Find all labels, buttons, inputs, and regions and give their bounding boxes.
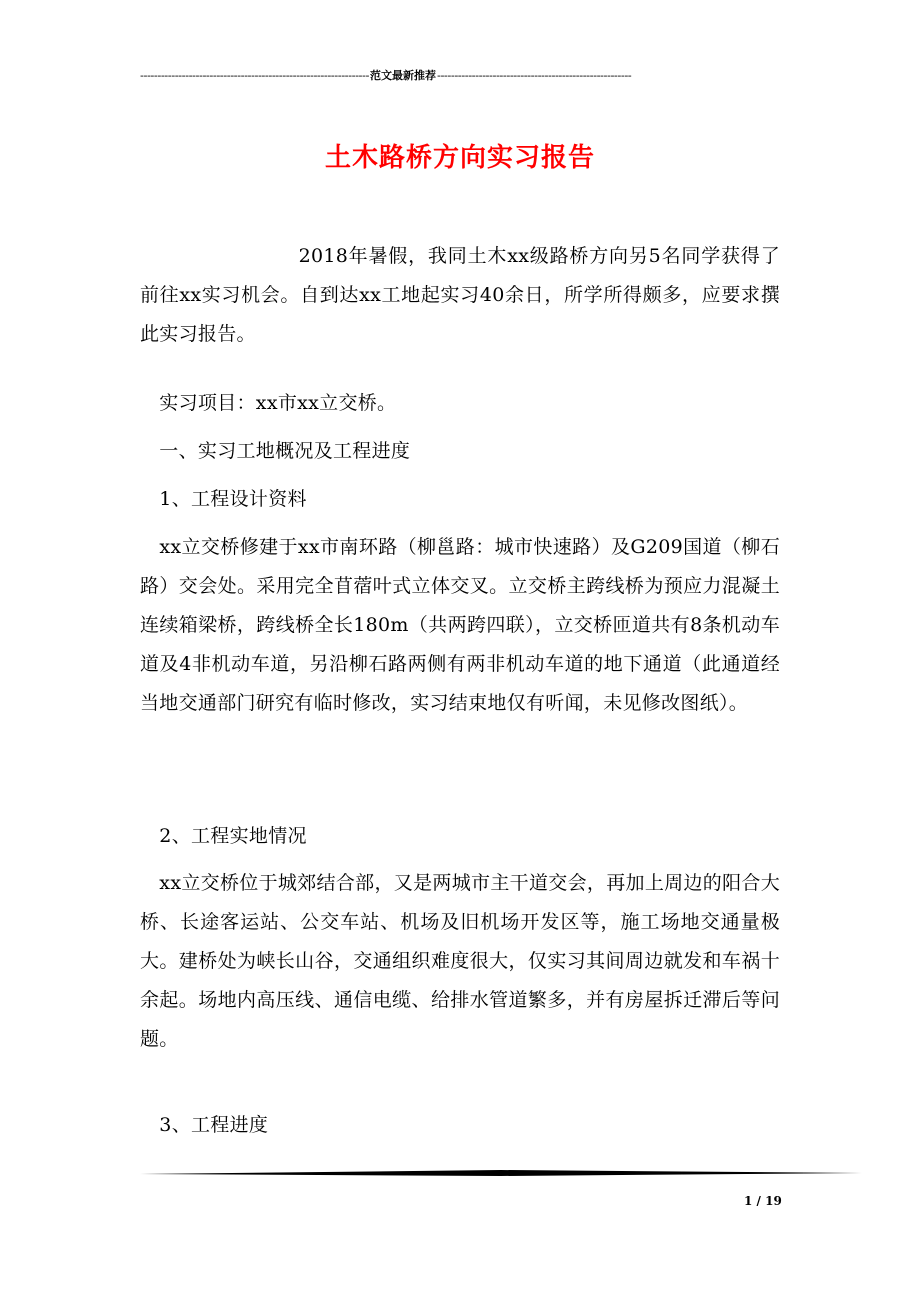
heading-progress: 3、工程进度 bbox=[140, 1114, 269, 1136]
paragraph-intro: 2018年暑假，我同土木xx级路桥方向另5名同学获得了前往xx实习机会。自到达xx工地起实习40余日，所学所得颇多，应要求撰此实习报告。 bbox=[140, 245, 780, 345]
paragraph-project: 实习项目：xx市xx立交桥。 bbox=[140, 392, 397, 414]
footer-rule bbox=[140, 1170, 862, 1176]
header-right-dashes: -------------------------------------------------------- bbox=[436, 69, 632, 82]
header-label: 范文最新推荐 bbox=[369, 69, 436, 82]
header-left-dashes: ------------------------------------------------------------------ bbox=[140, 69, 369, 82]
page-header bbox=[140, 68, 766, 84]
paragraph-site-conditions: xx立交桥位于城郊结合部，又是两城市主干道交会，再加上周边的阳合大桥、长途客运站、公交车站、机场及旧机场开发区等，施工场地交通量极大。建桥处为峡长山谷，交通组织难度很大，仅实习其间周边就发和车祸十余起。场地内高压线、通信电缆、给排水管道繁多，并有房屋拆迁滞后等问题。 bbox=[140, 872, 780, 1050]
heading-site-conditions: 2、工程实地情况 bbox=[140, 825, 307, 847]
document-title: 土木路桥方向实习报告 bbox=[324, 143, 595, 174]
heading-section-1: 一、实习工地概况及工程进度 bbox=[140, 440, 411, 462]
paragraph-design-data: xx立交桥修建于xx市南环路（柳邕路：城市快速路）及G209国道（柳石路）交会处。采用完全苜蓿叶式立体交叉。立交桥主跨线桥为预应力混凝土连续箱梁桥，跨线桥全长180m（共两跨四联），立交桥匝道共有8条机动车道及4非机动车道，另沿柳石路两侧有两非机动车道的地下通道（此通道经当地交通部门研究有临时修改，实习结束地仅有听闻，未见修改图纸）。 bbox=[140, 536, 780, 714]
page-number: 1 / 19 bbox=[744, 1194, 782, 1208]
heading-design-data: 1、工程设计资料 bbox=[140, 488, 307, 510]
